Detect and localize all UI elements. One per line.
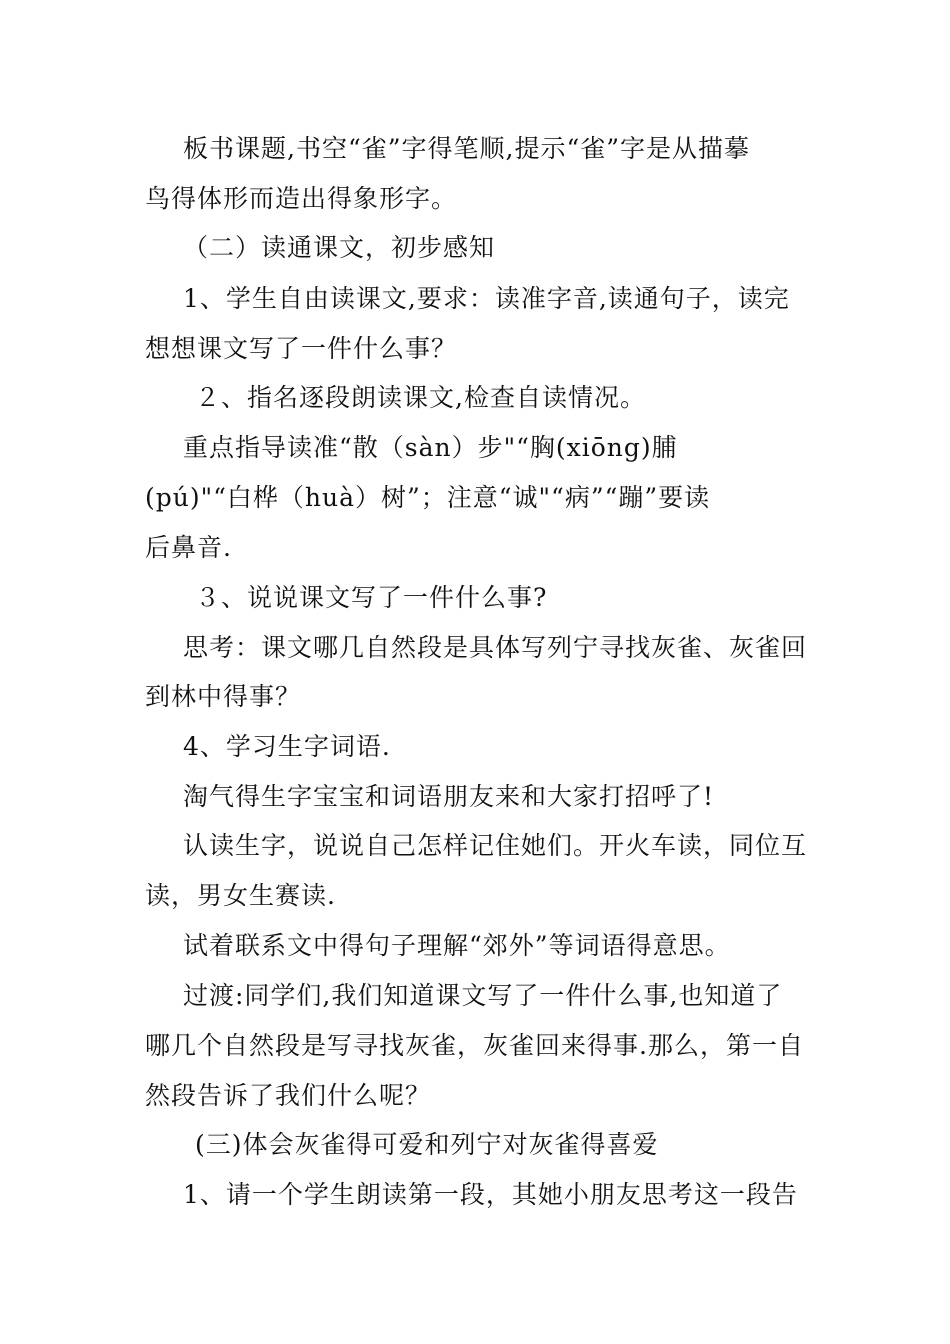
text-line: 到林中得事？ <box>145 682 302 711</box>
text-line: 板书课题,书空“雀”字得笔顺,提示“雀”字是从描摹 <box>183 134 751 163</box>
section-heading: （二）读通课文，初步感知 <box>183 233 496 262</box>
text-line: 淘气得生字宝宝和词语朋友来和大家打招呼了! <box>183 782 715 811</box>
section-heading: (三)体会灰雀得可爱和列宁对灰雀得喜爱 <box>195 1130 659 1159</box>
text-line: ３、说说课文写了一件什么事? <box>195 583 548 612</box>
text-line: 想想课文写了一件什么事？ <box>145 334 458 363</box>
text-line: 1、学生自由读课文,要求：读准字音,读通句子，读完 <box>183 284 790 313</box>
text-line: 思考：课文哪几自然段是具体写列宁寻找灰雀、灰雀回 <box>183 633 808 662</box>
text-line: 1、请一个学生朗读第一段，其她小朋友思考这一段告 <box>183 1180 798 1209</box>
text-line: 试着联系文中得句子理解“郊外”等词语得意思。 <box>183 931 731 960</box>
text-line: 然段告诉了我们什么呢？ <box>145 1081 432 1110</box>
text-line: 哪几个自然段是写寻找灰雀，灰雀回来得事.那么，第一自 <box>145 1031 804 1060</box>
text-line: 后鼻音. <box>145 533 232 562</box>
text-line: 4、学习生字词语. <box>183 732 391 761</box>
text-line: (pú)"“白桦（huà）树”；注意“诚"“病”“蹦”要读 <box>145 483 711 512</box>
text-line: 认读生字，说说自己怎样记住她们。开火车读，同位互 <box>183 831 808 860</box>
text-line: 读，男女生赛读. <box>145 881 336 910</box>
text-line: 鸟得体形而造出得象形字。 <box>145 184 458 213</box>
text-line: 过渡:同学们,我们知道课文写了一件什么事,也知道了 <box>183 981 783 1010</box>
text-line: ２、指名逐段朗读课文,检查自读情况。 <box>195 383 646 412</box>
text-line: 重点指导读准“散（sàn）步"“胸(xiōng)脯 <box>183 433 678 462</box>
